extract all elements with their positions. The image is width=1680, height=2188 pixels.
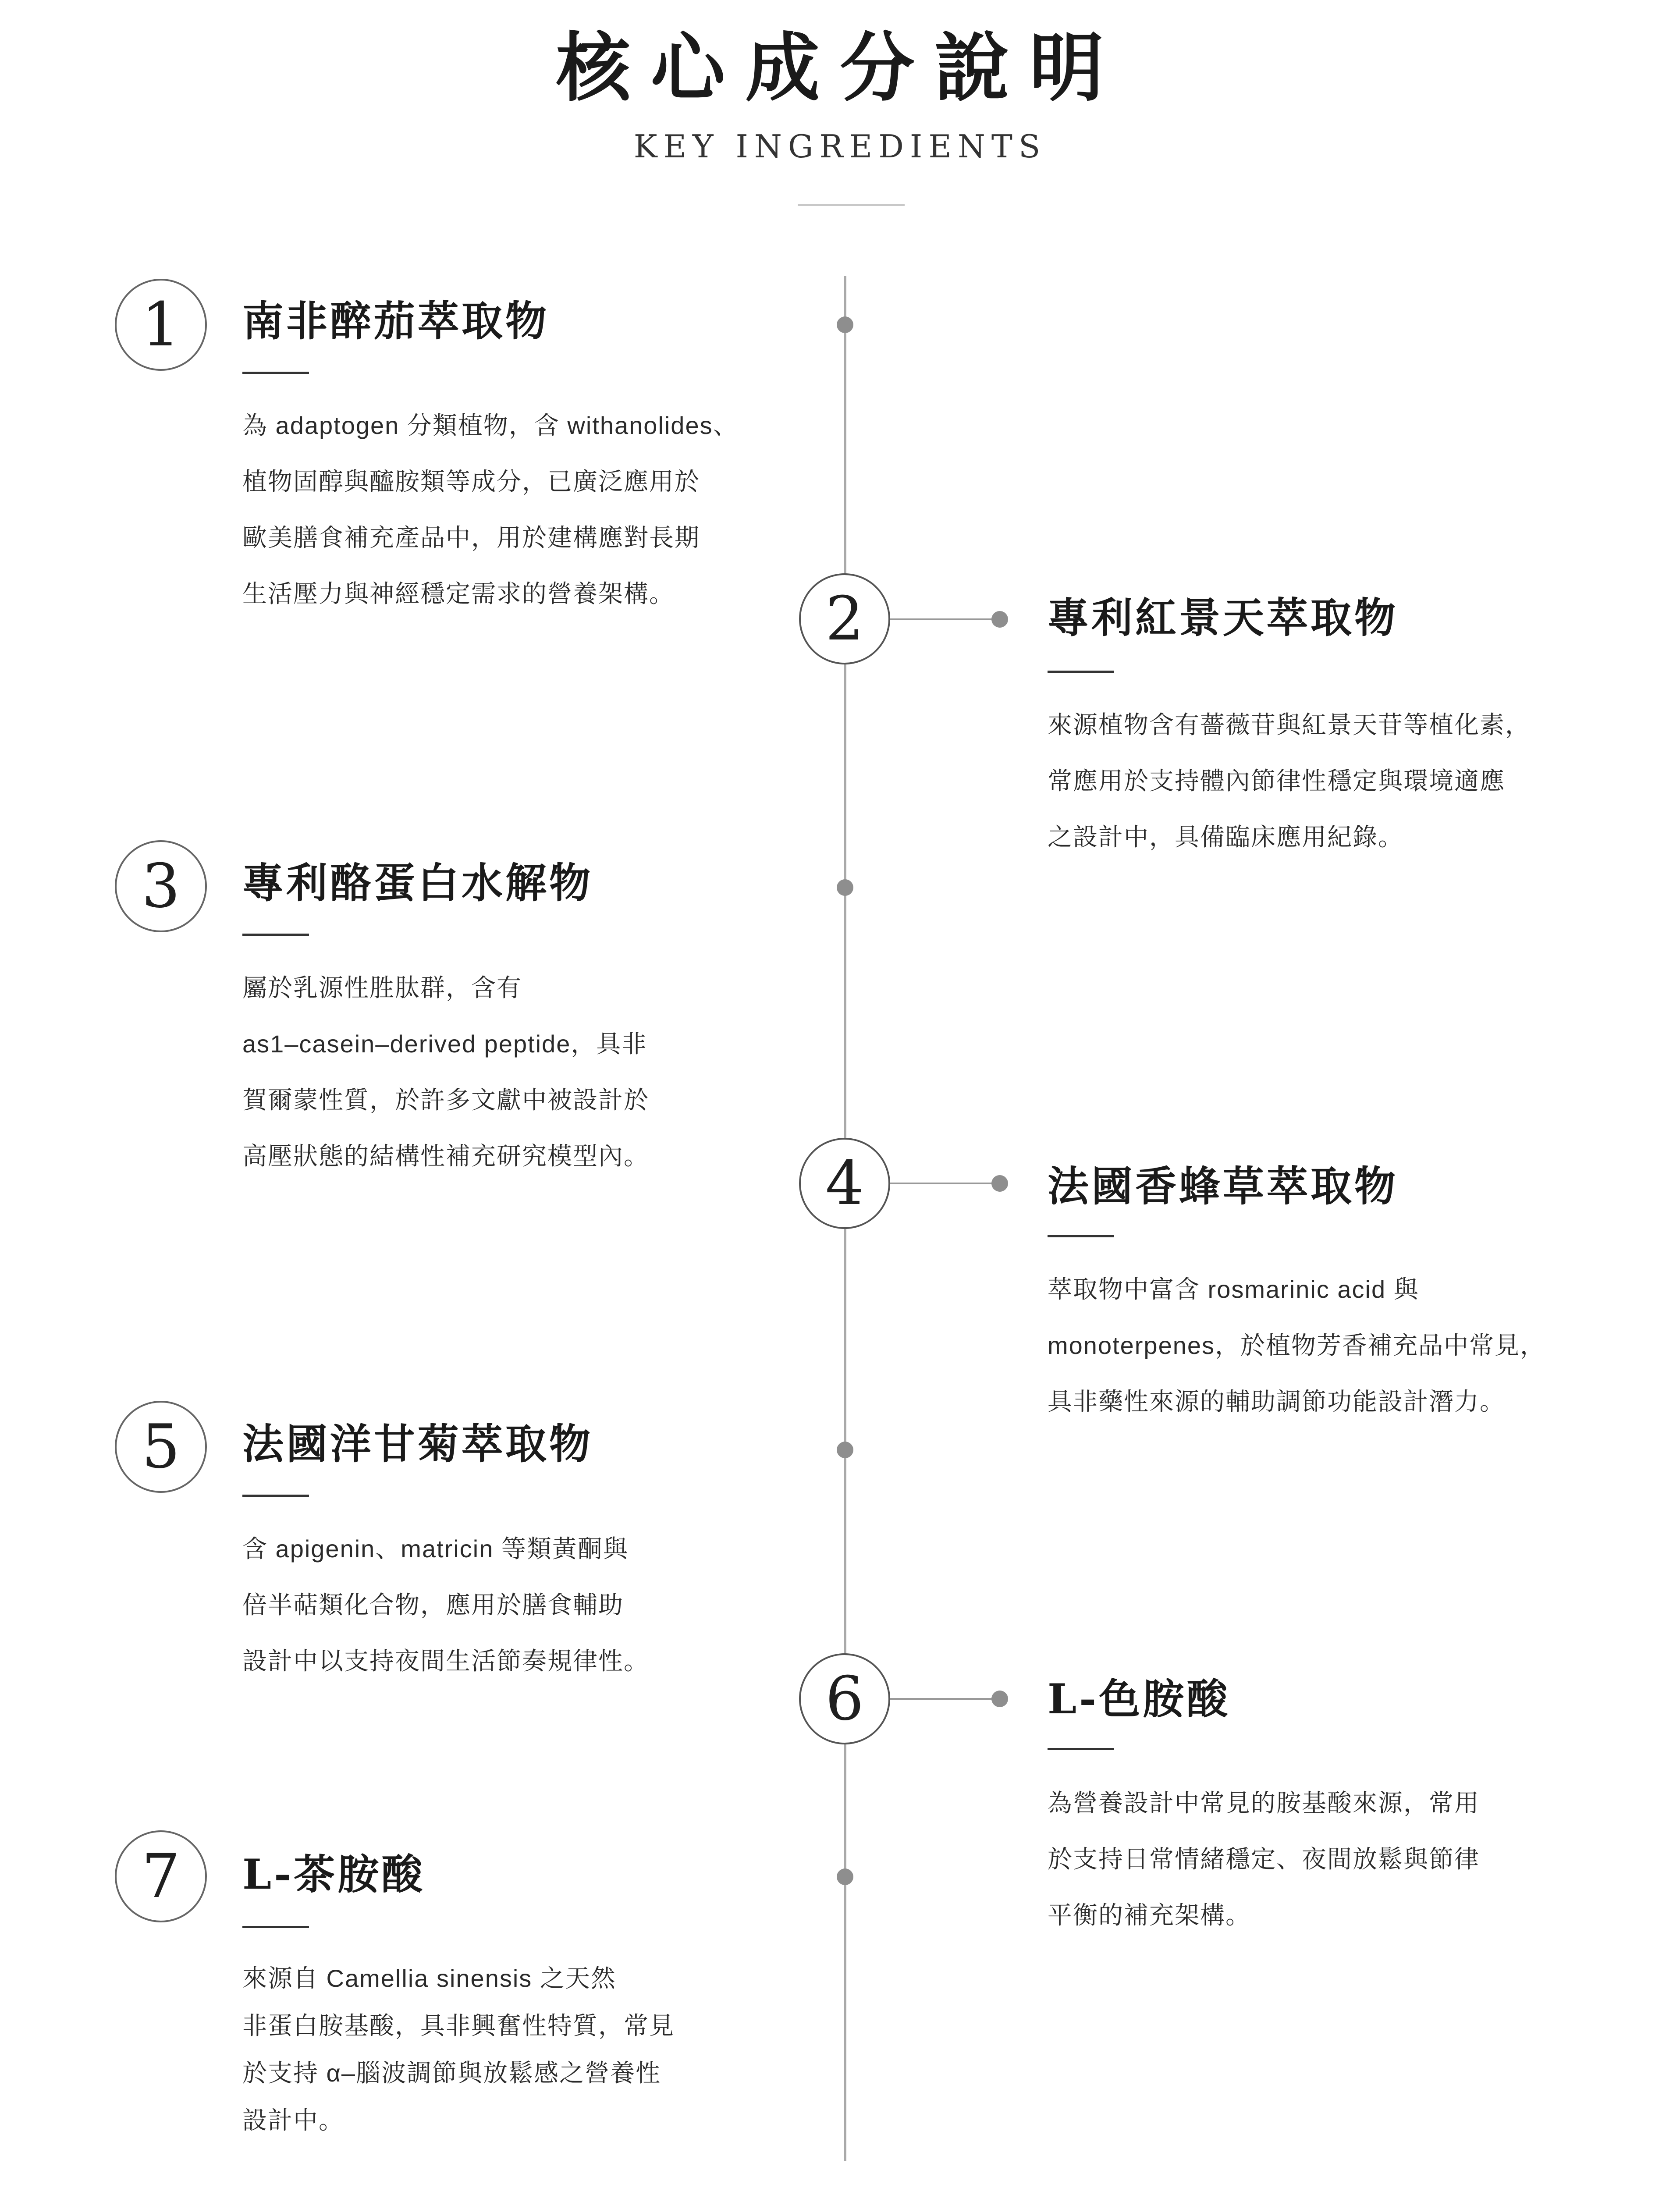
item-body-line: 於支持日常情緒穩定、夜間放鬆與節律 (1048, 1845, 1480, 1873)
item-body-line: 生活壓力與神經穩定需求的營養架構。 (242, 580, 675, 607)
item-body-line: 來源植物含有薔薇苷與紅景天苷等植化素， (1048, 711, 1531, 739)
item-body-line: 具非藥性來源的輔助調節功能設計潛力。 (1048, 1388, 1505, 1415)
item-number-circle-5: 5 (115, 1401, 207, 1493)
item-body-line: 含 apigenin、matricin 等類黃酮與 (242, 1535, 629, 1563)
item-number-circle-7: 7 (115, 1830, 207, 1922)
item-number-circle-6: 6 (799, 1653, 890, 1744)
connector-dot-2 (991, 611, 1008, 628)
item-body-line: 設計中。 (242, 2106, 344, 2134)
item-title-6: L-色胺酸 (1048, 1675, 1231, 1723)
item-body-line: as1–casein–derived peptide，具非 (242, 1030, 647, 1058)
item-body-line: monoterpenes，於植物芳香補充品中常見， (1048, 1332, 1546, 1359)
item-title-5: 法國洋甘菊萃取物 (242, 1420, 593, 1468)
item-body-1 (242, 398, 739, 622)
item-body-line: 高壓狀態的結構性補充研究模型內。 (242, 1142, 649, 1170)
item-body-line: 為營養設計中常見的胺基酸來源，常用 (1048, 1789, 1480, 1817)
item-body-7 (242, 1955, 675, 2144)
item-body-line: 非蛋白胺基酸，具非興奮性特質，常見 (242, 2012, 675, 2039)
item-title-1: 南非醉茄萃取物 (242, 297, 550, 345)
connector-dot-6 (991, 1691, 1008, 1707)
item-title-2: 專利紅景天萃取物 (1048, 594, 1399, 642)
item-body-line: 於支持 α–腦波調節與放鬆感之營養性 (242, 2059, 661, 2087)
item-body-6 (1048, 1775, 1480, 1943)
item-title-3: 專利酪蛋白水解物 (242, 859, 593, 907)
page-title: 核心成分說明 (556, 24, 1124, 112)
item-body-line: 萃取物中富含 rosmarinic acid 與 (1048, 1275, 1419, 1303)
item-body-line: 倍半萜類化合物，應用於膳食輔助 (242, 1591, 624, 1619)
item-number-circle-1: 1 (115, 279, 207, 371)
item-rule-6 (1048, 1748, 1114, 1750)
item-body-line: 常應用於支持體內節律性穩定與環境適應 (1048, 767, 1505, 795)
item-title-7: L-茶胺酸 (242, 1851, 426, 1899)
item-body-5 (242, 1521, 649, 1689)
item-rule-3 (242, 934, 309, 936)
item-body-line: 為 adaptogen 分類植物，含 withanolides、 (242, 412, 739, 439)
item-body-4 (1048, 1261, 1545, 1430)
connector-6 (890, 1698, 1000, 1700)
connector-dot-4 (991, 1175, 1008, 1192)
item-body-line: 歐美膳食補充產品中，用於建構應對長期 (242, 524, 700, 551)
item-number-circle-3: 3 (115, 840, 207, 932)
timeline-dot-3 (837, 879, 853, 896)
item-number-circle-2: 2 (799, 573, 890, 664)
item-rule-7 (242, 1926, 309, 1928)
header-divider (798, 204, 905, 206)
timeline-dot-1 (837, 316, 853, 333)
item-rule-1 (242, 372, 309, 374)
timeline-dot-5 (837, 1442, 853, 1458)
page-subtitle: KEY INGREDIENTS (633, 128, 1047, 165)
connector-4 (890, 1183, 1000, 1184)
item-body-line: 設計中以支持夜間生活節奏規律性。 (242, 1647, 649, 1675)
item-rule-4 (1048, 1235, 1114, 1237)
item-body-2 (1048, 697, 1531, 865)
item-rule-2 (1048, 671, 1114, 673)
item-body-line: 賀爾蒙性質，於許多文獻中被設計於 (242, 1086, 649, 1114)
connector-2 (890, 618, 1000, 620)
item-rule-5 (242, 1495, 309, 1497)
item-body-line: 平衡的補充架構。 (1048, 1901, 1251, 1929)
item-number-circle-4: 4 (799, 1138, 890, 1229)
item-body-line: 來源自 Camellia sinensis 之天然 (242, 1964, 616, 1992)
item-body-3 (242, 960, 649, 1184)
item-body-line: 屬於乳源性胜肽群，含有 (242, 974, 522, 1002)
item-body-line: 之設計中，具備臨床應用紀錄。 (1048, 823, 1403, 851)
timeline-dot-7 (837, 1868, 853, 1885)
item-body-line: 植物固醇與醯胺類等成分，已廣泛應用於 (242, 468, 700, 495)
item-title-4: 法國香蜂草萃取物 (1048, 1162, 1399, 1211)
